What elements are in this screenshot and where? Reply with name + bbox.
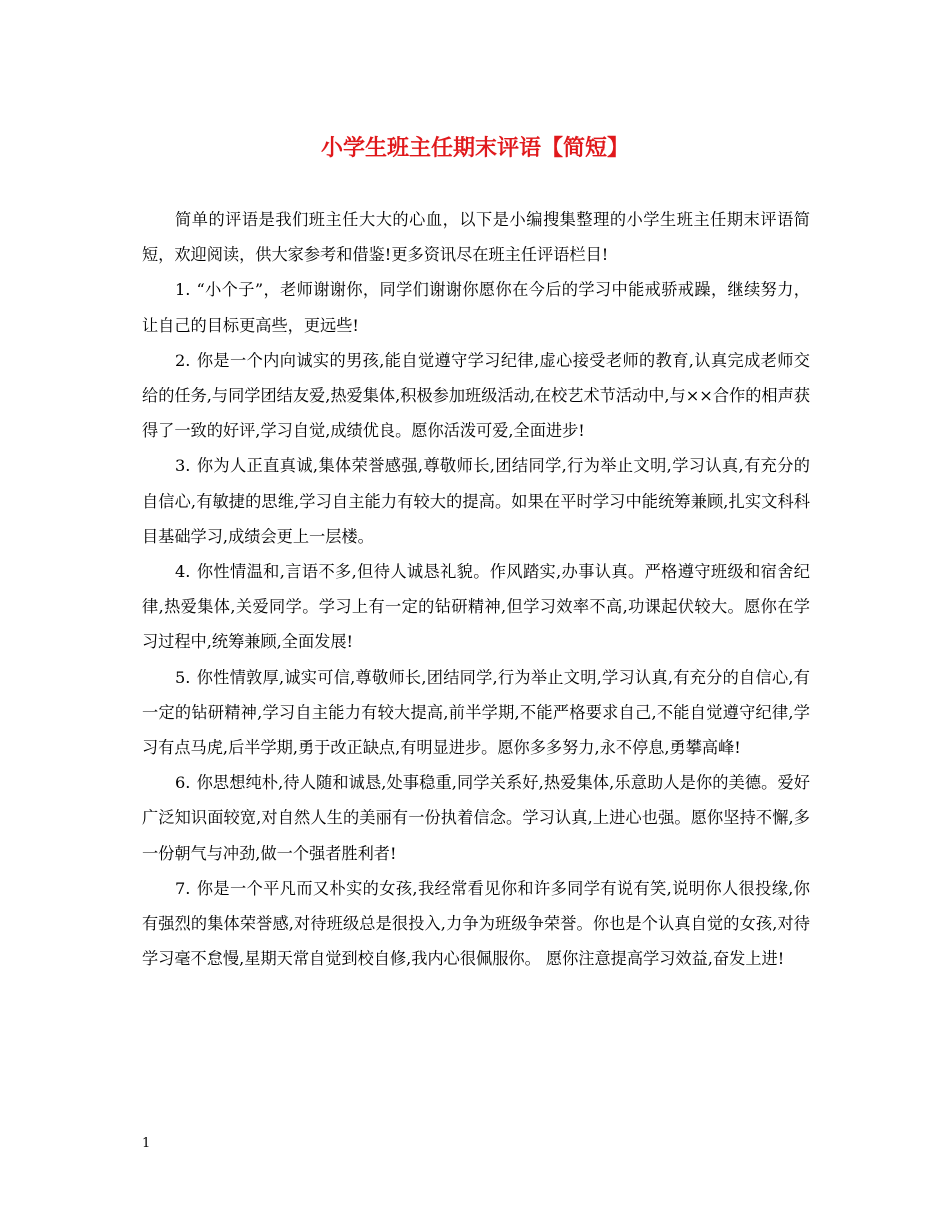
page-number: 1: [142, 1136, 151, 1151]
comment-number: 3.: [175, 456, 191, 476]
comment-item-3: [142, 448, 810, 554]
comment-text: 你为人正直真诚,集体荣誉感强,尊敬师长,团结同学,行为举止文明,学习认真,有充分的自信心,有敏捷的思维,学习自主能力有较大的提高。如果在平时学习中能统筹兼顾,扎实文科科目基础学习,成绩会更上一层楼。: [142, 456, 810, 546]
comment-number: 6.: [175, 773, 191, 793]
comment-number: 4.: [175, 562, 191, 582]
comment-text: 你性情敦厚,诚实可信,尊敬师长,团结同学,行为举止文明,学习认真,有充分的自信心,有一定的钻研精神,学习自主能力有较大提高,前半学期,不能严格要求自己,不能自觉遵守纪律,学习有点马虎,后半学期,勇于改正缺点,有明显进步。愿你多多努力,永不停息,勇攀高峰!: [142, 667, 810, 758]
comment-text: 你思想纯朴,待人随和诚恳,处事稳重,同学关系好,热爱集体,乐意助人是你的美德。爱好广泛知识面较宽,对自然人生的美丽有一份执着信念。学习认真,上进心也强。愿你坚持不懈,多一份朝气与冲劲,做一个强者胜利者!: [142, 773, 810, 863]
comment-text: “小个子”，老师谢谢你，同学们谢谢你愿你在今后的学习中能戒骄戒躁，继续努力，让自己的目标更高些，更远些!: [142, 280, 810, 335]
comment-item-6: [142, 765, 810, 871]
comment-item-5: [142, 660, 810, 766]
document-title: 小学生班主任期末评语【简短】: [320, 135, 629, 161]
comment-number: 1.: [175, 280, 191, 300]
document-body: [142, 202, 810, 976]
comment-number: 2.: [175, 350, 191, 370]
comment-number: 5.: [175, 667, 191, 687]
comment-text: 你是一个平凡而又朴实的女孩,我经常看见你和许多同学有说有笑,说明你人很投缘,你有强烈的集体荣誉感,对待班级总是很投入,力争为班级争荣誉。你也是个认真自觉的女孩,对待学习毫不怠慢,星期天常自觉到校自修,我内心很佩服你。 愿你注意提高学习效益,奋发上进!: [142, 878, 810, 969]
comment-item-2: [142, 343, 810, 449]
intro-paragraph: 简单的评语是我们班主任大大的心血，以下是小编搜集整理的小学生班主任期末评语简短，欢迎阅读，供大家参考和借鉴!更多资讯尽在班主任评语栏目!: [142, 210, 810, 265]
comment-item-4: [142, 554, 810, 660]
comment-text: 你是一个内向诚实的男孩,能自觉遵守学习纪律,虚心接受老师的教育,认真完成老师交给的任务,与同学团结友爱,热爱集体,积极参加班级活动,在校艺术节活动中,与××合作的相声获得了一致的好评,学习自觉,成绩优良。愿你活泼可爱,全面进步!: [142, 350, 810, 441]
comment-text: 你性情温和,言语不多,但待人诚恳礼貌。作风踏实,办事认真。严格遵守班级和宿舍纪律,热爱集体,关爱同学。学习上有一定的钻研精神,但学习效率不高,功课起伏较大。愿你在学习过程中,统筹兼顾,全面发展!: [142, 562, 810, 652]
comment-item-1: [142, 272, 810, 342]
comment-item-7: [142, 871, 810, 977]
comment-number: 7.: [175, 878, 191, 898]
